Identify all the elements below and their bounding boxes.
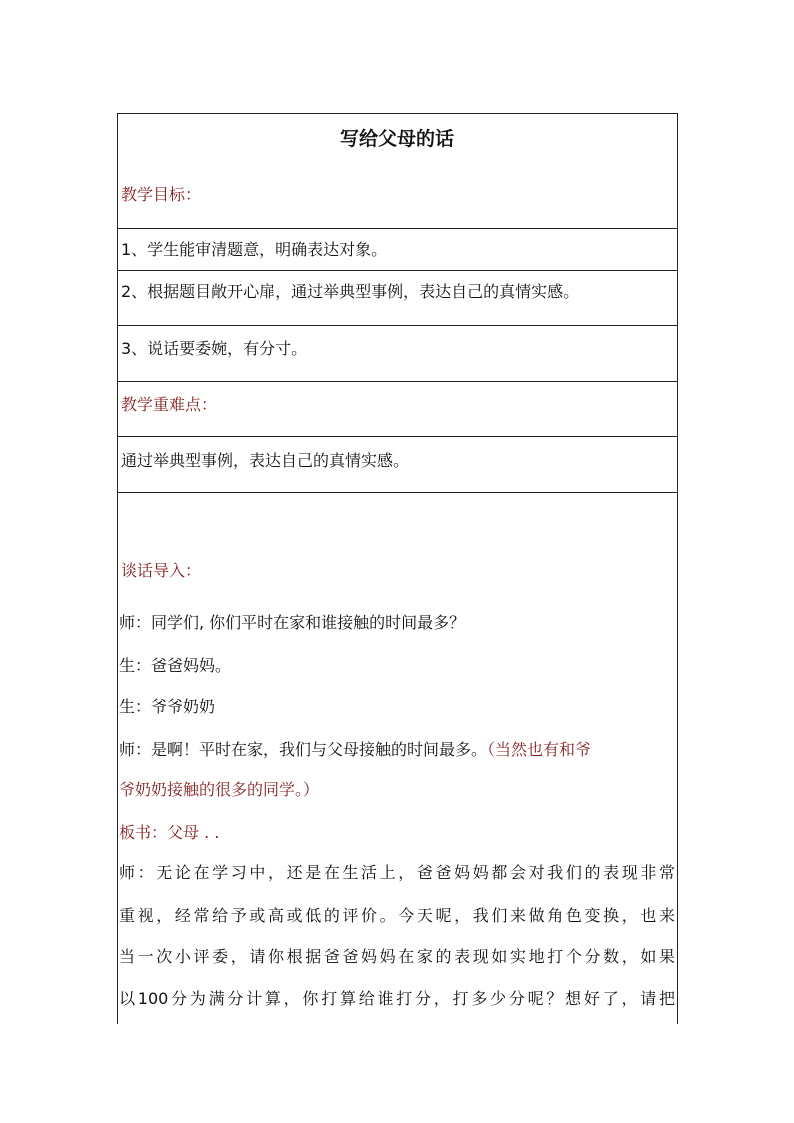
dialogue-line: 生：爸爸妈妈。 <box>119 656 232 675</box>
paragraph-line: 重视，经常给予或高或低的评价。今天呢，我们来做角色变换，也来 <box>119 906 675 925</box>
paragraph-line: 师：无论在学习中，还是在生活上，爸爸妈妈都会对我们的表现非常 <box>119 863 675 882</box>
objective-item-2: 2、根据题目敞开心扉，通过举典型事例，表达自己的真情实感。 <box>121 282 580 301</box>
objective-item-1: 1、学生能审清题意，明确表达对象。 <box>121 240 388 259</box>
key-points-heading: 教学重难点： <box>121 395 218 414</box>
row-divider <box>117 325 677 326</box>
dialogue-line: 生：爷爷奶奶 <box>119 697 216 716</box>
intro-heading: 谈话导入： <box>121 561 202 580</box>
row-divider <box>117 228 677 229</box>
page-title: 写给父母的话 <box>339 128 454 150</box>
key-points-text: 通过举典型事例，表达自己的真情实感。 <box>121 451 410 470</box>
dialogue-text: 师：是啊！平时在家，我们与父母接触的时间最多。 <box>119 740 488 759</box>
dialogue-aside: （当然也有和爷 <box>487 740 592 759</box>
dialogue-aside-line: 爷奶奶接触的很多的同学。） <box>119 780 320 799</box>
row-divider <box>117 381 677 382</box>
row-divider <box>117 270 677 271</box>
row-divider <box>117 492 677 493</box>
board-note: 板书：父母 . . <box>119 823 220 842</box>
paragraph-line: 当一次小评委，请你根据爸爸妈妈在家的表现如实地打个分数，如果 <box>119 947 675 966</box>
dialogue-line: 师：同学们, 你们平时在家和谁接触的时间最多？ <box>119 613 466 632</box>
objectives-heading: 教学目标： <box>121 185 202 204</box>
row-divider <box>117 436 677 437</box>
dialogue-line <box>119 739 675 761</box>
paragraph-line: 以100分为满分计算，你打算给谁打分，打多少分呢？想好了，请把 <box>119 989 675 1008</box>
objective-item-3: 3、说话要委婉，有分寸。 <box>121 339 308 358</box>
